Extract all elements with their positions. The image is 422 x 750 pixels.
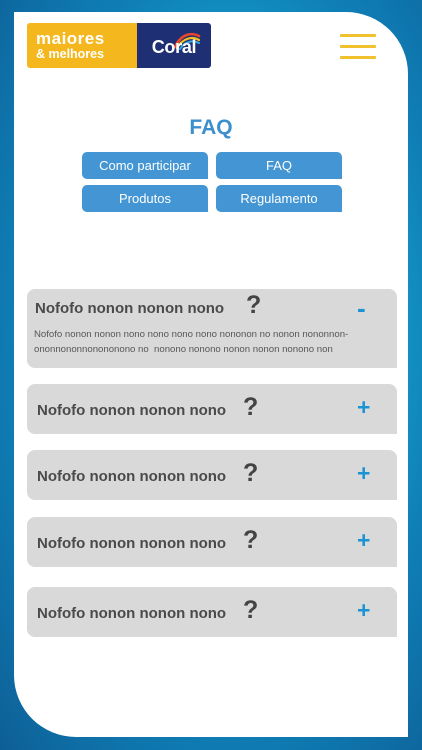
nav-regulamento-button[interactable]: Regulamento (216, 185, 342, 212)
faq-question: Nofofo nonon nonon nono (37, 468, 227, 485)
faq-item[interactable] (27, 450, 397, 500)
promo-logo (27, 23, 137, 68)
expand-toggle-icon[interactable]: + (357, 527, 371, 553)
faq-question: Nofofo nonon nonon nono (37, 402, 227, 419)
faq-item-expanded[interactable] (27, 289, 397, 368)
app-card (14, 12, 408, 737)
nav-como-participar-button[interactable]: Como participar (82, 152, 208, 179)
logo-line1: maiores (36, 29, 105, 48)
nav-faq-button[interactable]: FAQ (216, 152, 342, 179)
nav-produtos-button[interactable]: Produtos (82, 185, 208, 212)
question-mark-icon: ? (243, 393, 259, 421)
page-title: FAQ (189, 116, 233, 139)
faq-answer (34, 327, 396, 357)
brand-logo[interactable] (27, 23, 211, 68)
faq-item[interactable] (27, 384, 397, 434)
faq-answer-line: Nofofo nonon nonon nono nono nono nono nononon no nonon nononnon- (34, 329, 349, 340)
question-mark-icon: ? (246, 291, 262, 319)
faq-answer-line: ononnononnonononono no nonono nonono nonon nonon nonono non (34, 344, 333, 355)
menu-bar (340, 45, 376, 48)
question-mark-icon: ? (243, 459, 259, 487)
menu-bar (340, 34, 376, 37)
expand-toggle-icon[interactable]: + (357, 597, 371, 623)
faq-item[interactable] (27, 587, 397, 637)
brand-name: Coral (151, 37, 197, 57)
expand-toggle-icon[interactable]: + (357, 460, 371, 486)
question-mark-icon: ? (243, 526, 259, 554)
expand-toggle-icon[interactable]: + (357, 394, 371, 420)
question-mark-icon: ? (243, 596, 259, 624)
hamburger-menu-icon[interactable] (340, 34, 376, 62)
faq-question: Nofofo nonon nonon nono (37, 535, 227, 552)
faq-question: Nofofo nonon nonon nono (37, 605, 227, 622)
faq-question: Nofofo nonon nonon nono (35, 300, 225, 317)
menu-bar (340, 56, 376, 59)
coral-logo (137, 23, 211, 68)
collapse-toggle-icon[interactable]: - (357, 293, 366, 323)
logo-line2: & melhores (36, 47, 105, 61)
faq-item[interactable] (27, 517, 397, 567)
